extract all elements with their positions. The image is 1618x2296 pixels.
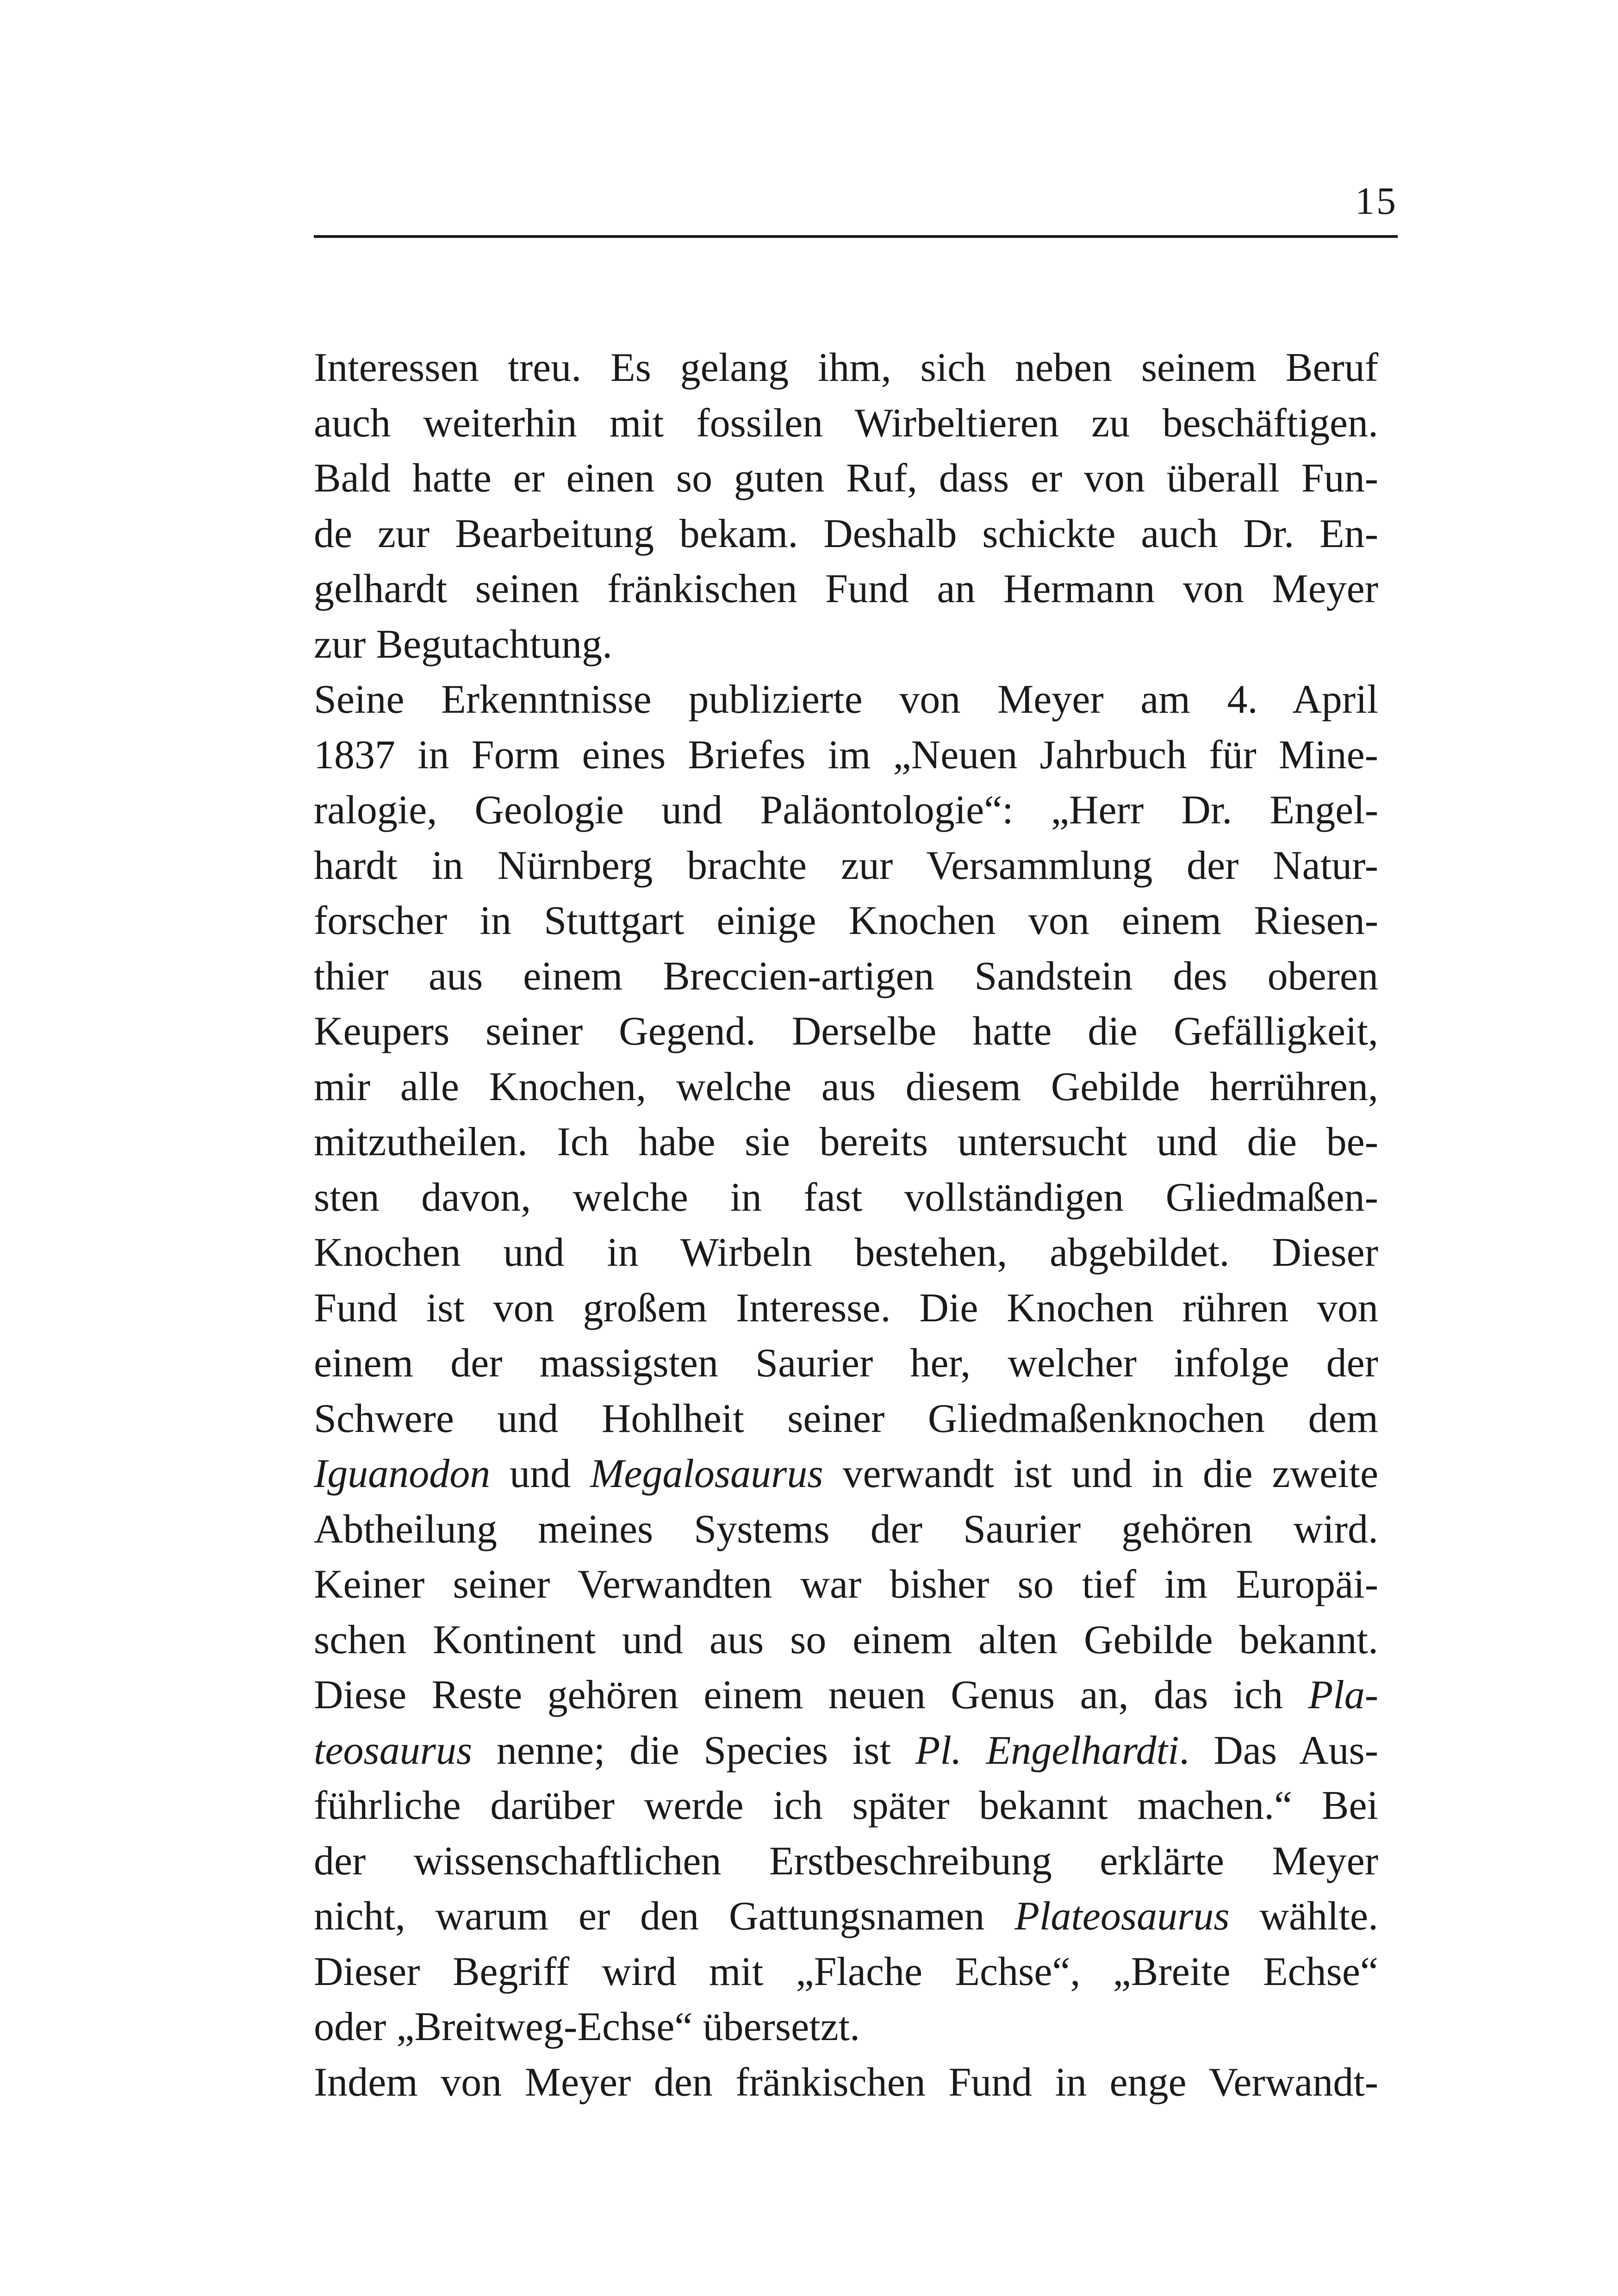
text-line: der wissenschaftlichen Erstbeschreibung erklärte Meyer xyxy=(314,1838,1378,1884)
text-run: verwandt ist und in die zweite xyxy=(823,1451,1378,1496)
text-line: Dieser Begriff wird mit „Flache Echse“, „Breite Echse“ xyxy=(314,1949,1378,1994)
text-line: einem der massigsten Saurier her, welcher infolge der xyxy=(314,1341,1378,1386)
text-line: Keupers seiner Gegend. Derselbe hatte die Gefälligkeit, xyxy=(314,1009,1378,1054)
page-number: 15 xyxy=(1355,180,1398,223)
header-rule xyxy=(314,235,1398,238)
text-line: sten davon, welche in fast vollständigen Gliedmaßen- xyxy=(314,1175,1378,1220)
body-text xyxy=(314,340,1378,2110)
text-run: nicht, warum er den Gattungsnamen xyxy=(314,1894,1015,1939)
text-line: Bald hatte er einen so guten Ruf, dass er von überall Fun- xyxy=(314,456,1378,501)
text-line: forscher in Stuttgart einige Knochen von einem Riesen- xyxy=(314,898,1378,943)
text-line xyxy=(314,1446,1378,1502)
text-line: thier aus einem Breccien-artigen Sandstein des oberen xyxy=(314,953,1378,999)
text-line: Schwere und Hohlheit seiner Gliedmaßenknochen dem xyxy=(314,1396,1378,1441)
text-line xyxy=(314,1723,1378,1779)
text-line: Keiner seiner Verwandten war bisher so tief im Europäi- xyxy=(314,1562,1378,1607)
text-run: nenne; die Species ist xyxy=(472,1728,915,1773)
text-line: Seine Erkenntnisse publizierte von Meyer am 4. April xyxy=(314,677,1378,722)
text-line: zur Begutachtung. xyxy=(314,622,613,667)
text-line: schen Kontinent und aus so einem alten Gebilde bekannt. xyxy=(314,1617,1378,1662)
text-run: Diese Reste gehören einem neuen Genus an, das ich xyxy=(314,1673,1308,1717)
italic-text: Iguanodon xyxy=(314,1451,491,1496)
text-line: de zur Bearbeitung bekam. Deshalb schickte auch Dr. En- xyxy=(314,511,1378,556)
text-line xyxy=(314,1668,1378,1723)
text-line: Fund ist von großem Interesse. Die Knochen rühren von xyxy=(314,1285,1378,1331)
italic-text: Plateosaurus xyxy=(1014,1894,1230,1939)
text-line: führliche darüber werde ich später bekannt machen.“ Bei xyxy=(314,1783,1378,1828)
text-line: Knochen und in Wirbeln bestehen, abgebildet. Dieser xyxy=(314,1230,1378,1275)
page-header xyxy=(314,176,1398,241)
italic-text: Pla- xyxy=(1308,1673,1378,1717)
text-line: ralogie, Geologie und Paläontologie“: „Herr Dr. Engel- xyxy=(314,788,1378,833)
text-run: und xyxy=(490,1451,591,1496)
text-line: auch weiterhin mit fossilen Wirbeltieren zu beschäftigen. xyxy=(314,400,1378,446)
text-run: . Das Aus- xyxy=(1179,1728,1379,1773)
text-line: oder „Breitweg-Echse“ übersetzt. xyxy=(314,2004,860,2049)
text-line: gelhardt seinen fränkischen Fund an Hermann von Meyer xyxy=(314,566,1378,611)
text-line: Indem von Meyer den fränkischen Fund in enge Verwandt- xyxy=(314,2060,1378,2105)
text-line: Abtheilung meines Systems der Saurier gehören wird. xyxy=(314,1506,1378,1552)
text-line xyxy=(314,1889,1378,1944)
text-line: hardt in Nürnberg brachte zur Versammlung der Natur- xyxy=(314,843,1378,888)
text-line: Interessen treu. Es gelang ihm, sich neben seinem Beruf xyxy=(314,345,1378,390)
text-line: 1837 in Form eines Briefes im „Neuen Jahrbuch für Mine- xyxy=(314,732,1378,778)
text-line: mir alle Knochen, welche aus diesem Gebilde herrühren, xyxy=(314,1064,1378,1109)
italic-text: Megalosaurus xyxy=(590,1451,823,1496)
text-run: wählte. xyxy=(1229,1894,1378,1939)
italic-text: Pl. Engelhardti xyxy=(915,1728,1179,1773)
text-line: mitzutheilen. Ich habe sie bereits untersucht und die be- xyxy=(314,1120,1378,1164)
italic-text: teosaurus xyxy=(314,1728,473,1773)
